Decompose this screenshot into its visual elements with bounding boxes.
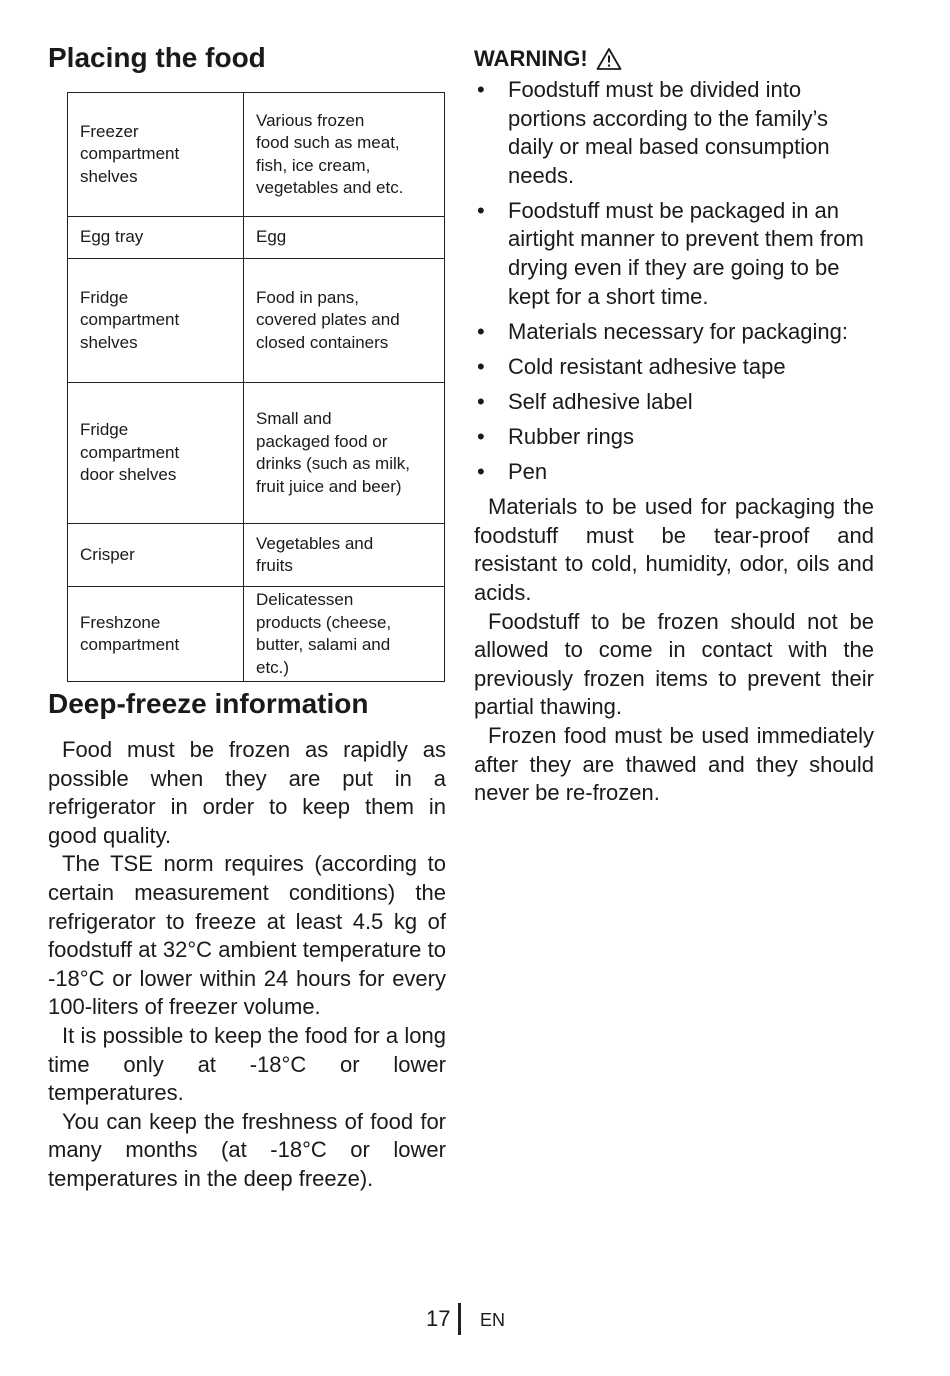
food-text: Food in pans, covered plates and closed containers [256,287,400,352]
paragraph: It is possible to keep the food for a long time only at -18°C or lower temperatures. [48,1022,446,1106]
warning-label: WARNING! [474,46,588,71]
warning-list [474,76,874,487]
bullet-icon: • [477,459,485,485]
right-column [474,44,874,808]
list-item [474,458,874,487]
left-column [48,40,446,1194]
table-cell-place [68,587,244,682]
table-cell-place [68,93,244,217]
page-footer [0,1303,950,1337]
table-cell-food [244,383,445,524]
food-text: Egg [256,227,287,247]
bullet-icon: • [477,353,485,379]
food-text: Vegetables and fruits [256,533,374,575]
paragraph: Food must be frozen as rapidly as possible when they are put in a refrigerator in order to keep them in good quality. [48,737,446,848]
paragraph: Materials to be used for packaging the foodstuff must be tear-proof and resistant to cold, humidity, odor, oils and acids. [474,494,874,605]
section-title-deep-freeze: Deep-freeze information [48,688,369,719]
table-cell-food [244,587,445,682]
section-title-placing-food: Placing the food [48,42,266,73]
place-text: Egg tray [80,227,144,247]
food-placement-table [67,92,445,682]
table-cell-place [68,383,244,524]
table-row [68,93,445,217]
bullet-icon: • [477,424,485,450]
warning-heading [474,44,874,74]
table-row [68,259,445,383]
place-text: Crisper [80,544,135,564]
list-item-text: Rubber rings [508,424,634,450]
food-text: Delicatessen products (cheese, butter, salami and etc.) [256,590,392,677]
list-item [474,353,874,382]
list-item-text: Materials necessary for packaging: [508,318,848,344]
list-item-text: Cold resistant adhesive tape [508,353,786,379]
bullet-icon: • [477,77,485,102]
list-item [474,388,874,417]
bullet-icon: • [477,388,485,414]
language-code: EN [480,1310,506,1330]
table-row [68,383,445,524]
food-text: Small and packaged food or drinks (such as milk, fruit juice and beer) [256,409,410,496]
paragraph: Foodstuff to be frozen should not be allowed to come in contact with the previously frozen items to prevent their partial thawing. [474,608,874,720]
warning-triangle-icon [596,47,622,71]
page-number: 17 [426,1306,451,1331]
list-item-text: Pen [508,459,548,485]
table-row [68,524,445,587]
table-cell-food [244,259,445,383]
footer-divider [458,1303,461,1335]
place-text: Freezer compartment shelves [80,121,180,186]
table-cell-food [244,217,445,259]
list-item [474,197,874,311]
table-row [68,587,445,682]
table-cell-place [68,259,244,383]
table-cell-food [244,93,445,217]
table-cell-place [68,217,244,259]
table-cell-place [68,524,244,587]
table-row [68,217,445,259]
list-item [474,76,874,190]
place-text: Freshzone compartment [80,612,180,654]
list-item-text: Self adhesive label [508,388,693,414]
bullet-icon: • [477,318,485,344]
food-text: Various frozen food such as meat, fish, ice cream, vegetables and etc. [256,110,404,197]
paragraph: Frozen food must be used immediately after they are thawed and they should never be re-frozen. [474,722,874,806]
list-item [474,423,874,452]
table-cell-food [244,524,445,587]
place-text: Fridge compartment shelves [80,287,180,352]
paragraph: You can keep the freshness of food for many months (at -18°C or lower temperatures in the deep freeze). [48,1108,446,1191]
bullet-icon: • [477,197,485,223]
paragraph: The TSE norm requires (according to certain measurement conditions) the refrigerator to freeze at least 4.5 kg of foodstuff at 32°C ambient temperature to -18°C or lower within 24 hours for every 100-liters of freezer volume. [48,851,446,1020]
list-item-text: Foodstuff must be divided into portions according to the family’s daily or meal based consumption needs. [508,77,830,188]
list-item-text: Foodstuff must be packaged in an airtight manner to prevent them from drying even if they are going to be kept for a short time. [508,197,864,309]
list-item [474,318,874,347]
place-text: Fridge compartment door shelves [80,420,180,485]
